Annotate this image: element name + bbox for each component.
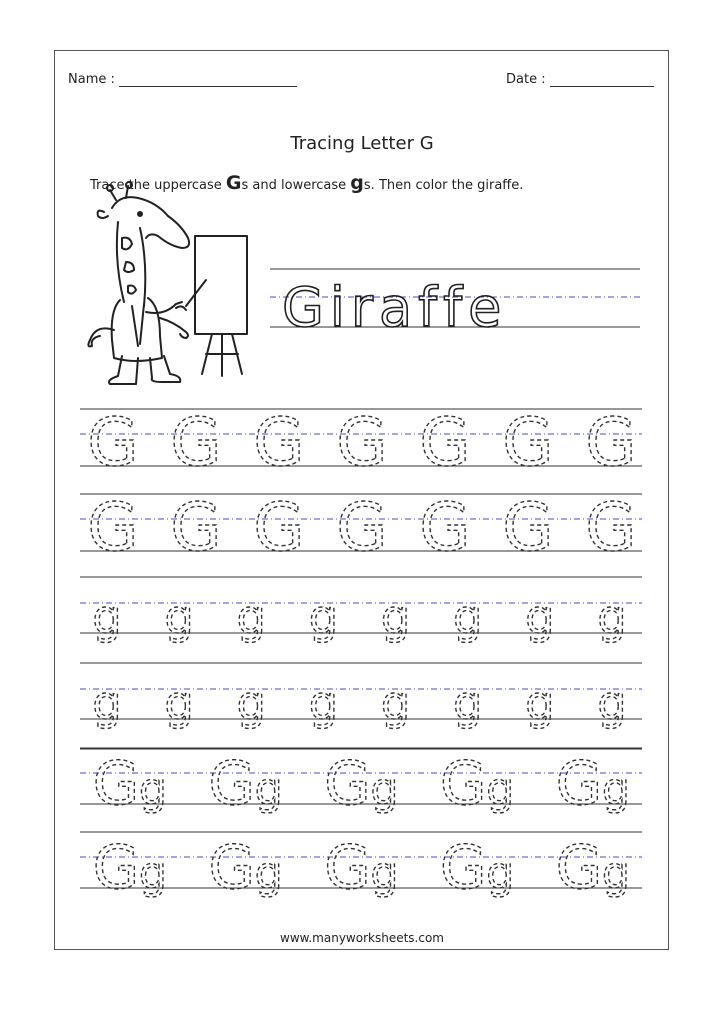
trace-letter-upper-g: G xyxy=(87,404,139,481)
trace-letter-upper-g: G xyxy=(555,749,603,819)
name-label: Name : xyxy=(68,72,115,87)
trace-letter-lower-g: g xyxy=(164,676,194,730)
trace-letter-lower-g: g xyxy=(486,764,515,815)
trace-letter-lower-g: g xyxy=(308,676,339,730)
trace-letter-upper-g: G xyxy=(253,404,305,481)
trace-letter-upper-g: G xyxy=(324,833,371,903)
trace-letter-upper-g: G xyxy=(585,404,637,481)
trace-letter-upper-g: G xyxy=(502,489,554,566)
trace-letter-lower-g: g xyxy=(453,676,483,730)
trace-letter-upper-g: G xyxy=(585,489,637,566)
trace-letter-lower-g: g xyxy=(139,848,167,899)
trace-letter-upper-g: G xyxy=(502,404,554,481)
footer-url: www.manyworksheets.com xyxy=(280,931,444,945)
trace-letter-lower-g: g xyxy=(370,764,399,815)
trace-letter-upper-g: G xyxy=(253,489,305,566)
trace-letter-lower-g: g xyxy=(308,590,339,644)
trace-letter-lower-g: g xyxy=(486,848,515,899)
trace-letter-lower-g: g xyxy=(236,676,266,730)
worksheet-title: Tracing Letter G xyxy=(290,133,434,154)
trace-letter-upper-g: G xyxy=(336,404,388,481)
trace-letter-upper-g: G xyxy=(170,404,222,481)
trace-letter-lower-g: g xyxy=(602,848,630,899)
trace-letter-upper-g: G xyxy=(170,489,222,566)
instruction-upper-letter: G xyxy=(225,172,242,194)
trace-letter-upper-g: G xyxy=(555,833,603,903)
trace-letter-lower-g: g xyxy=(92,590,122,644)
instruction-lower-letter: g xyxy=(350,172,364,194)
date-label: Date : xyxy=(506,72,546,87)
trace-letter-lower-g: g xyxy=(597,676,627,730)
trace-letter-lower-g: g xyxy=(380,590,411,644)
trace-letter-upper-g: G xyxy=(208,833,255,903)
instruction-text-2: s and lowercase xyxy=(241,178,351,193)
trace-letter-lower-g: g xyxy=(525,676,555,730)
trace-letter-lower-g: g xyxy=(602,764,630,815)
trace-letter-upper-g: G xyxy=(336,489,388,566)
instruction-text-3: s. Then color the giraffe. xyxy=(363,178,524,193)
word-giraffe: Giraffe xyxy=(282,276,508,339)
trace-letter-upper-g: G xyxy=(87,489,139,566)
trace-letter-upper-g: G xyxy=(92,749,140,819)
trace-letter-upper-g: G xyxy=(419,404,471,481)
trace-letter-lower-g: g xyxy=(597,590,627,644)
trace-letter-lower-g: g xyxy=(453,590,483,644)
trace-letter-lower-g: g xyxy=(236,590,266,644)
trace-letter-upper-g: G xyxy=(419,489,471,566)
trace-letter-upper-g: G xyxy=(440,833,487,903)
instruction-text-1: Trace the uppercase xyxy=(90,178,226,193)
trace-letter-upper-g: G xyxy=(208,749,255,819)
trace-letter-lower-g: g xyxy=(370,848,399,899)
trace-letter-lower-g: g xyxy=(164,590,194,644)
trace-letter-upper-g: G xyxy=(440,749,487,819)
trace-letter-lower-g: g xyxy=(525,590,555,644)
trace-letter-lower-g: g xyxy=(254,848,283,899)
trace-letter-upper-g: G xyxy=(92,833,140,903)
trace-letter-lower-g: g xyxy=(254,764,283,815)
trace-letter-lower-g: g xyxy=(139,764,167,815)
trace-letter-upper-g: G xyxy=(324,749,371,819)
trace-letter-lower-g: g xyxy=(380,676,411,730)
trace-letter-lower-g: g xyxy=(92,676,122,730)
